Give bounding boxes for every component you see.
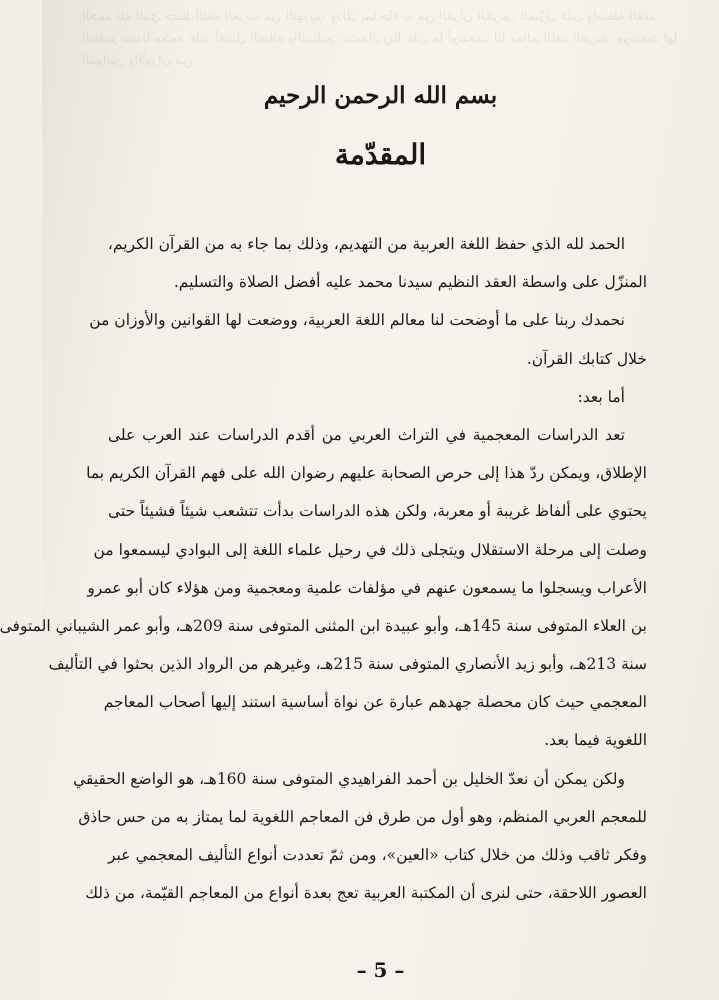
basmala: بسم الله الرحمن الرحيم xyxy=(263,82,498,109)
text-line: يحتوي على ألفاظ غريبة أو معربة، ولكن هذه الدراسات بدأت تتشعب شيئاً فشيئاً حتى xyxy=(108,502,647,521)
text-line: العصور اللاحقة، حتى لنرى أن المكتبة العربية تعج بعدة أنواع من المعاجم القيّمة، من ذلك xyxy=(85,884,647,903)
text-line: تعد الدراسات المعجمية في التراث العربي من أقدم الدراسات عند العرب على xyxy=(108,425,625,444)
text-line: بن العلاء المتوفى سنة 145هـ، وأبو عبيدة ابن المثنى المتوفى سنة 209هـ، وأبو عمر الشيباني المتوفى xyxy=(0,616,647,635)
text-line: نحمدك ربنا على ما أوضحت لنا معالم اللغة العربية، ووضعت لها القوانين والأوزان من xyxy=(89,311,625,330)
text-line: المنزّل على واسطة العقد النظيم سيدنا محمد عليه أفضل الصلاة والتسليم. xyxy=(173,273,647,292)
text-line: الأعراب ويسجلوا ما يسمعون عنهم في مؤلفات علمية ومعجمية ومن هؤلاء كان أبو عمرو xyxy=(87,578,647,597)
text-line: المعجمي حيث كان محصلة جهدهم عبارة عن نواة أساسية استند إليها أصحاب المعاجم xyxy=(103,693,647,712)
text-line: خلال كتابك القرآن. xyxy=(526,349,647,368)
text-line: وفكر ثاقب وذلك من خلال كتاب «العين»، ومن ثمّ تعددت أنواع التأليف المعجمي عبر xyxy=(108,846,647,864)
text-line: اللغوية فيما بعد. xyxy=(544,731,647,750)
text-line: ولكن يمكن أن نعدّ الخليل بن أحمد الفراهيدي المتوفى سنة 160هـ، هو الواضع الحقيقي xyxy=(73,769,625,788)
show-through-text: الحمد لله الذي حفظ اللغة العربية من التهديم، وذلك بما جاء به من القرآن الكريم، المنزّل على واسطة العقد النظيم سيدنا محمد عليه أفضل الصلاة والتسليم. نحمدك ربنا على ما أوضحت لنا معالم اللغة العربية، ووضعت لها القوانين والأوزان من xyxy=(82,9,678,68)
text-line: أما بعد: xyxy=(577,387,625,406)
text-line: للمعجم العربي المنظم، وهو أول من طرق فن المعاجم اللغوية لما يمتاز به من حس حاذق xyxy=(78,807,647,826)
text-line: وصلت إلى مرحلة الاستقلال ويتجلى ذلك في رحيل علماء اللغة إلى البوادي ليسمعوا من xyxy=(93,540,647,559)
body-text xyxy=(0,225,647,912)
page-title: المقدّمة xyxy=(334,138,427,171)
text-line: سنة 213هـ، وأبو زيد الأنصاري المتوفى سنة 215هـ، وغيرهم من الرواد الذين بحثوا في التأليف xyxy=(48,655,647,674)
page-number: – 5 – xyxy=(356,958,405,982)
text-line: الحمد لله الذي حفظ اللغة العربية من التهديم، وذلك بما جاء به من القرآن الكريم، xyxy=(107,235,625,253)
text-line: الإطلاق، ويمكن ردّ هذا إلى حرص الصحابة عليهم رضوان الله على فهم القرآن الكريم بما xyxy=(86,464,647,483)
